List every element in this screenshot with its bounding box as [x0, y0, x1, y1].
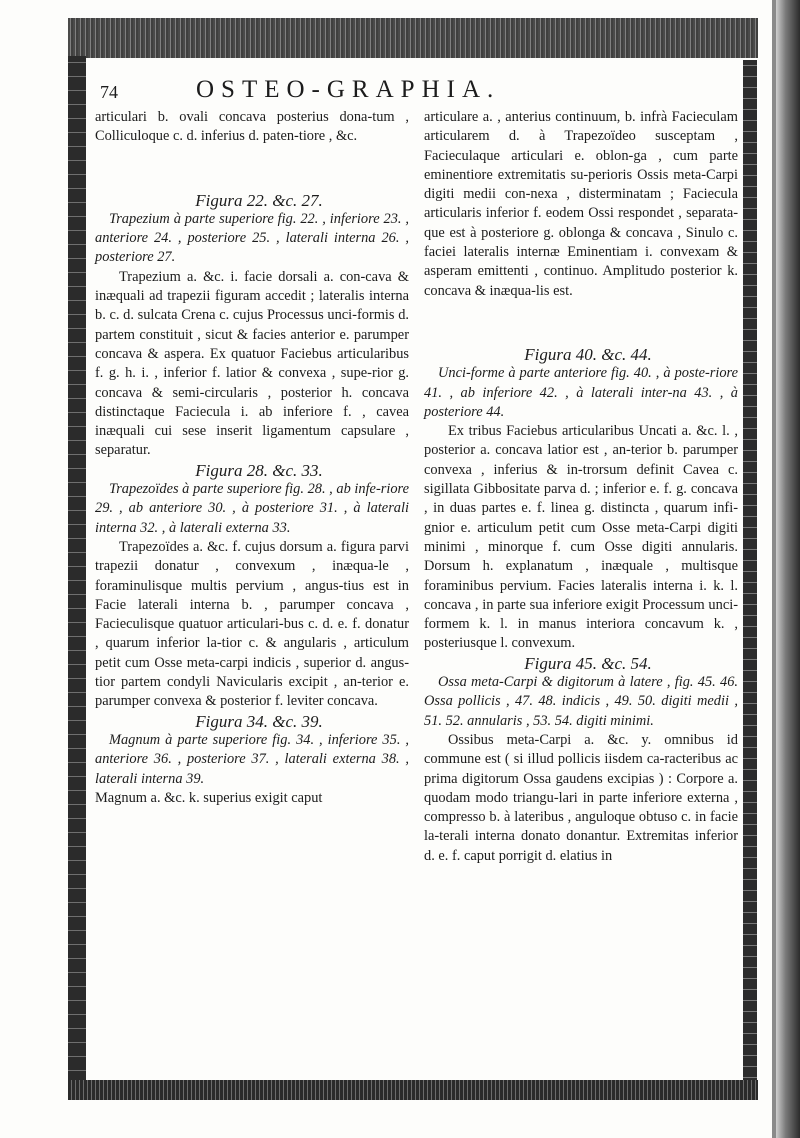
- left-column: [95, 108, 409, 808]
- unciforme-paragraph: Ex tribus Faciebus articularibus Uncati a. &c. l. , posterior a. concava latior est , an-terior b. parumper convexa , inferius & in-trorsum definit Cavea c. sigillata Gibbositate parva d. ; inferior e. f. g. concava , in duas partes e. f. linea g. distincta , quarum infi-gnior e. articulum petit cum Osse meta-Carpi digiti minimi , minorque f. cum Osse digiti annularis. Dorsum h. explanatum , inæquale , multisque foraminibus pervium. Facies lateralis interna i. k. l. concava , in parte sua inferiore exigit Processum unci-formem k. l. in manus interiora concavum k. , posteriusque l. convexum.: [424, 423, 738, 652]
- trapezium-paragraph: Trapezium a. &c. i. facie dorsali a. con-cava & inæquali ad trapezii figuram accedit ; lateralis interna b. c. d. sulcata Crena c. cujus Processus unci-formis d. partem constituit , sicut & facies anterior e. parumper concava & aspera. Ex quatuor Faciebus articularibus f. g. h. i. , inferior f. latior & convexa , supe-rior g. concava & semi-circularis , posterior h. concava distinctaque Faciecula i. ab inferiore f. , cavea inæquali cui sese inserit ligamentum capsulare , separatur.: [95, 268, 409, 459]
- right-intro-paragraph: articulare a. , anterius continuum, b. infrà Facieculam articularem d. à Trapezoïdeo susceptam , Facieculaque articulari e. oblon-ga , cum parte eminentiore extremitatis su-perioris Ossis meta-Carpi digiti medii con-nexa , disterminatam ; Faciecula articularis inferior f. eodem Ossi respondet , separata-que est à posteriore g. oblonga & concava , Sinulo c. faciei lateralis internæ Eminentiam i. convexam & asperam emittenti , continuo. Amplitudo posterior k. concava & inæqua-lis est.: [424, 109, 738, 299]
- figure-legend-45-54: Ossa meta-Carpi & digitorum à latere , fig. 45. 46. Ossa pollicis , 47. 48. indicis , 49. 50. digiti medii , 51. 52. annularis , 53. 54. digiti minimi.: [424, 674, 738, 729]
- figure-heading-40-44: Figura 40. &c. 44.: [524, 344, 652, 364]
- figure-legend-34-39: Magnum à parte superiore fig. 34. , inferiore 35. , anteriore 36. , posteriore 37. , laterali externa 38. , laterali interna 39.: [95, 731, 409, 787]
- left-print-border: [68, 56, 86, 1096]
- figure-heading-22-27: Figura 22. &c. 27.: [195, 190, 323, 210]
- trapezoides-paragraph: Trapezoïdes a. &c. f. cujus dorsum a. figura parvi trapezii donatur , convexum , inæqua-le , foraminulisque multis pervium , angus-tius est in Facie laterali interna b. , parumper concava , Facieculisque quatuor articulari-bus c. d. e. f. donatur , quarum inferior la-tior c. & angularis , articulum petit cum Osse meta-carpi indicis , superior d. angus-tior partem condyli Navicularis excipit , an-terior e. parumper convexa & posterior f. leviter concava.: [95, 538, 409, 710]
- figure-heading-28-33: Figura 28. &c. 33.: [195, 460, 323, 480]
- figure-heading-34-39: Figura 34. &c. 39.: [195, 711, 323, 731]
- figure-legend-28-33: Trapezoïdes à parte superiore fig. 28. , ab infe-riore 29. , ab anteriore 30. , à posteriore 31. , à laterali interna 32. , à laterali externa 33.: [95, 481, 409, 536]
- magnum-paragraph: Magnum a. &c. k. superius exigit caput: [95, 789, 323, 806]
- page-number: 74: [100, 82, 118, 102]
- left-intro-paragraph: articulari b. ovali concava posterius dona-tum , Colliculoque c. d. inferius d. paten-tiore , &c.: [95, 109, 409, 145]
- figure-legend-40-44: Unci-forme à parte anteriore fig. 40. , à poste-riore 41. , ab inferiore 42. , à laterali inter-na 43. , à posteriore 44.: [424, 365, 738, 420]
- running-title: OSTEO-GRAPHIA.: [196, 76, 501, 103]
- right-column: [424, 108, 738, 866]
- bottom-print-border: [68, 1080, 758, 1100]
- right-print-border: [743, 60, 757, 1100]
- meta-carpi-paragraph: Ossibus meta-Carpi a. &c. y. omnibus id commune est ( si illud pollicis iisdem ca-racteribus ac prima digitorum Ossa gaudens excipias ) : Corpore a. quodam modo triangu-lari in parte inferiore externa , compresso b. à lateribus , anguloque obtuso c. in facie la-terali interna donato donantur. Extremitas inferior d. e. f. caput porrigit d. elatius in: [424, 731, 738, 864]
- book-binding-edge: [776, 0, 800, 1138]
- figure-heading-45-54: Figura 45. &c. 54.: [524, 653, 652, 673]
- figure-legend-22-27: Trapezium à parte superiore fig. 22. , inferiore 23. , anteriore 24. , posteriore 25. , laterali interna 26. , posteriore 27.: [95, 210, 409, 266]
- page-header: [92, 76, 732, 106]
